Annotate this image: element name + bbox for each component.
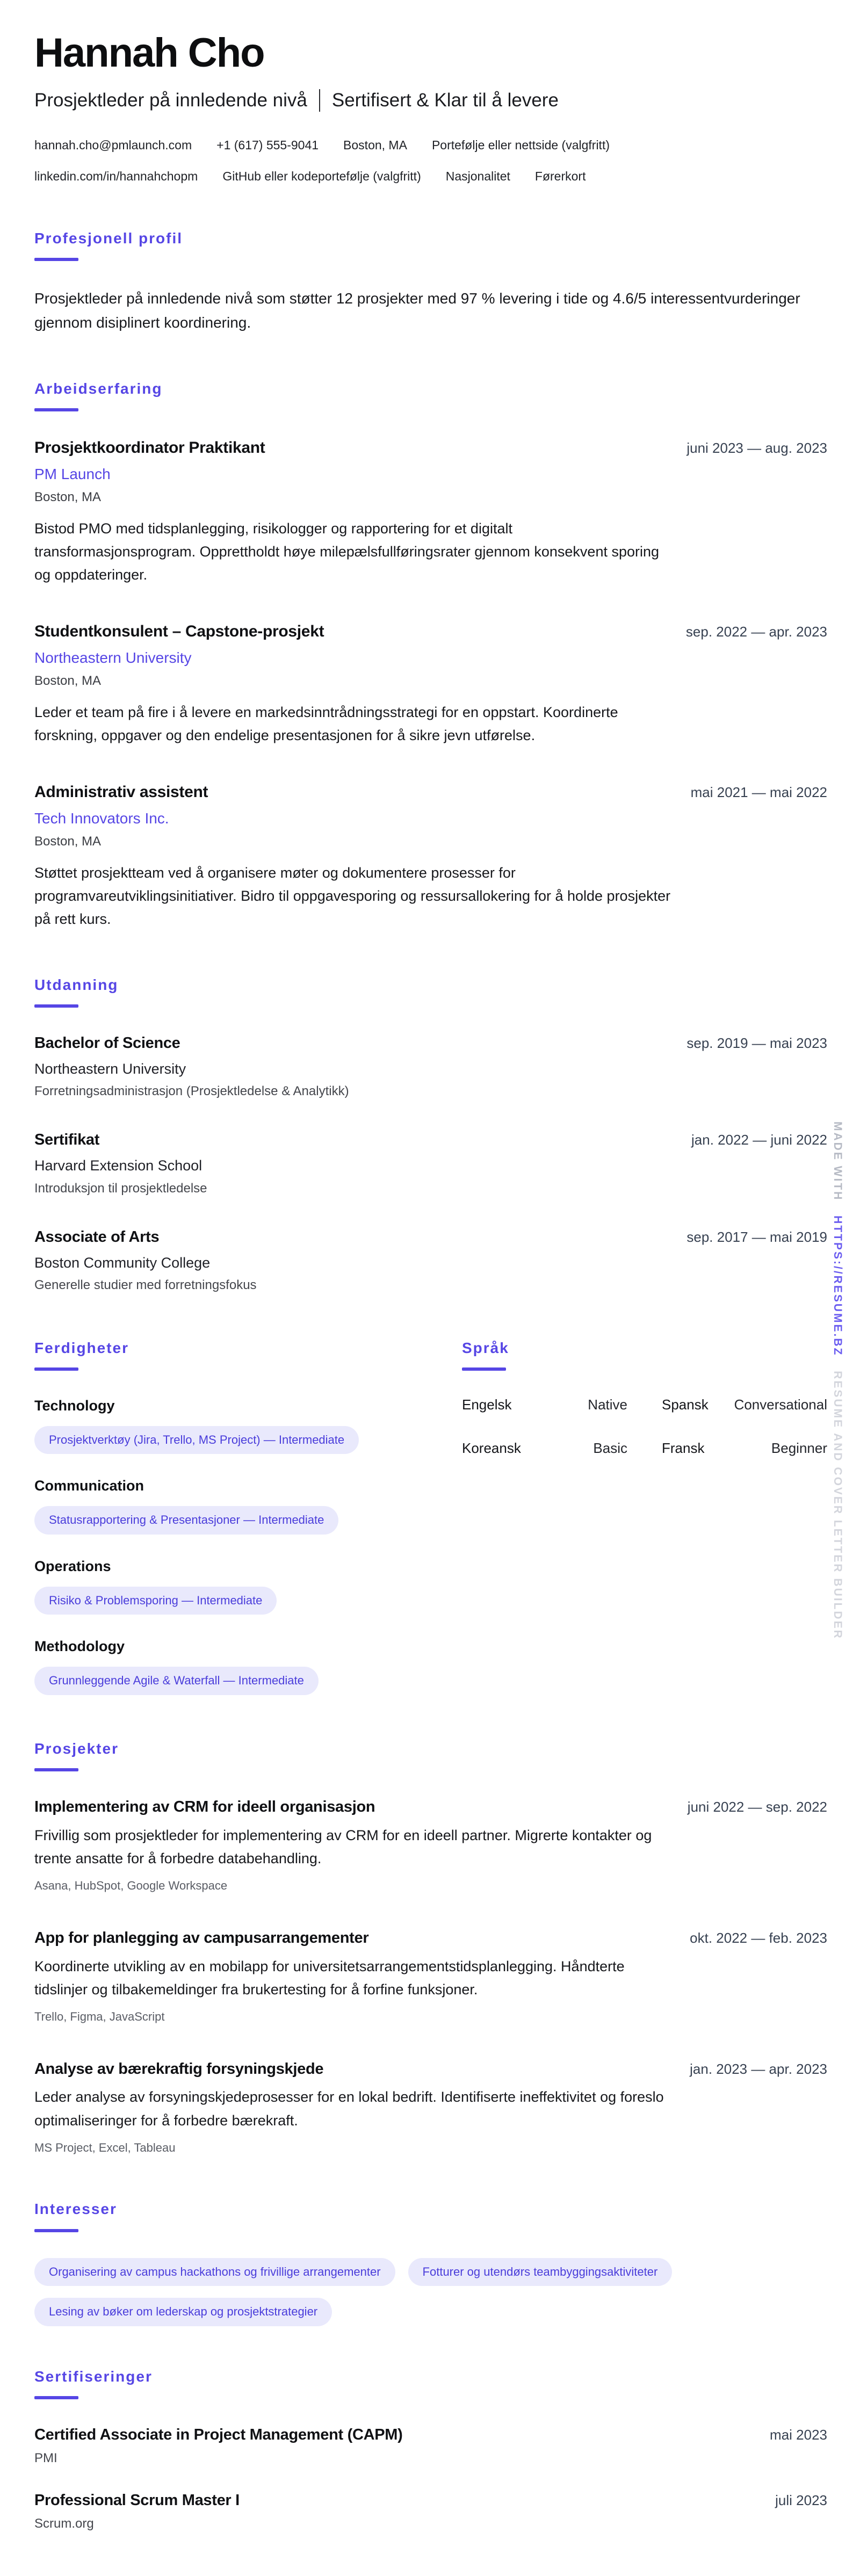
skill-category: Operations: [34, 1558, 111, 1574]
job-location: Boston, MA: [34, 834, 102, 849]
language-level: Basic: [593, 1439, 627, 1456]
school-name: Boston Community College: [34, 1254, 211, 1271]
section-skills-languages: [34, 1338, 827, 1695]
contact-license-placeholder: Førerkort: [534, 169, 586, 183]
skill-pill: Statusrapportering & Presentasjoner — Intermediate: [34, 1506, 338, 1534]
job-date: mai 2021 — mai 2022: [690, 784, 827, 801]
project-description: Leder analyse av forsyningskjedeprosesser for en lokal bedrift. Identifiserte ineffektivitet og foreslo optimaliseringer for å forbedre bærekraft.: [34, 2089, 664, 2129]
language-name: Engelsk: [462, 1396, 512, 1413]
certification-name: Certified Associate in Project Management (CAPM): [34, 2426, 403, 2444]
project-tools: Asana, HubSpot, Google Workspace: [34, 1879, 228, 1893]
watermark-builder-label: RESUME AND COVER LETTER BUILDER: [832, 1371, 844, 1640]
section-title-education: Utdanning: [34, 976, 119, 993]
contact-nationality-placeholder: Nasjonalitet: [445, 169, 510, 183]
job-date: sep. 2022 — apr. 2023: [685, 624, 827, 640]
section-experience: [34, 379, 827, 931]
language-name: Fransk: [662, 1439, 705, 1456]
section-title-certifications: Sertifiseringer: [34, 2368, 153, 2385]
school-name: Northeastern University: [34, 1060, 186, 1077]
project-tools: MS Project, Excel, Tableau: [34, 2140, 176, 2154]
contact-website-placeholder: Portefølje eller nettside (valgfritt): [431, 138, 610, 152]
job-location: Boston, MA: [34, 489, 102, 504]
education-entry: [34, 1227, 827, 1294]
tagline-role: Prosjektleder på innledende nivå: [34, 90, 307, 111]
education-date: sep. 2019 — mai 2023: [686, 1034, 827, 1051]
job-company-link[interactable]: PM Launch: [34, 466, 111, 483]
project-entry: [34, 1797, 827, 1894]
skill-category: Methodology: [34, 1638, 125, 1655]
tagline-separator: [319, 89, 320, 112]
skill-category: Communication: [34, 1478, 144, 1494]
project-entry: [34, 1928, 827, 2025]
skill-group: [34, 1637, 432, 1695]
field-of-study: Introduksjon til prosjektledelse: [34, 1181, 207, 1196]
section-underline: [34, 1367, 78, 1371]
section-title-skills: Ferdigheter: [34, 1339, 129, 1356]
section-underline: [34, 258, 78, 261]
education-entry: [34, 1033, 827, 1101]
contact-phone: +1 (617) 555-9041: [216, 138, 319, 152]
resume-header: [34, 31, 827, 185]
language-level: Native: [588, 1396, 627, 1413]
certification-issuer: Scrum.org: [34, 2516, 94, 2531]
degree-title: Bachelor of Science: [34, 1034, 180, 1052]
project-description: Koordinerte utvikling av en mobilapp for universitetsarrangementstidsplanlegging. Håndterte tidslinjer og tilbakemeldinger fra brukertesting for å forfine funksjoner.: [34, 1958, 625, 1998]
section-title-experience: Arbeidserfaring: [34, 380, 163, 397]
language-name: Spansk: [662, 1396, 709, 1413]
job-entry: [34, 782, 827, 931]
skill-pill: Prosjektverktøy (Jira, Trello, MS Project) — Intermediate: [34, 1426, 359, 1454]
job-title: Prosjektkoordinator Praktikant: [34, 439, 265, 457]
certification-entry: [34, 2425, 827, 2467]
section-title-interests: Interesser: [34, 2201, 117, 2218]
education-entry: [34, 1130, 827, 1197]
watermark-made-with: MADE WITH: [832, 1121, 844, 1202]
tagline: [34, 88, 827, 113]
job-description: Leder et team på fire i å levere en markedsinntrådningsstrategi for en oppstart. Koordinerte forskning, oppgaver og den endelige presentasjonen for å sikre jevn utførelse.: [34, 704, 618, 744]
certification-entry: [34, 2491, 827, 2532]
languages-column: [462, 1338, 827, 1695]
contact-linkedin: linkedin.com/in/hannahchopm: [34, 169, 198, 183]
language-item: [662, 1440, 827, 1457]
skill-category: Technology: [34, 1397, 115, 1414]
interest-pill: Fotturer og utendørs teambyggingsaktiviteter: [408, 2258, 673, 2286]
project-tools: Trello, Figma, JavaScript: [34, 2010, 165, 2024]
skill-group: [34, 1477, 432, 1534]
section-profile: [34, 229, 827, 335]
language-level: Conversational: [734, 1396, 827, 1413]
job-date: juni 2023 — aug. 2023: [686, 440, 827, 457]
section-underline: [34, 1004, 78, 1008]
job-entry: [34, 437, 827, 587]
interest-pill: Organisering av campus hackathons og frivillige arrangementer: [34, 2258, 395, 2286]
section-title-profile: Profesjonell profil: [34, 229, 183, 247]
section-underline: [34, 2396, 78, 2399]
profile-summary: Prosjektleder på innledende nivå som støtter 12 prosjekter med 97 % levering i tide og 4.6/5 interessentvurderinger gjennom disiplinert koordinering.: [34, 290, 800, 331]
resume-bz-watermark: [832, 1121, 843, 1640]
contact-row-1: [34, 136, 776, 154]
job-title: Administrativ assistent: [34, 783, 208, 801]
language-name: Koreansk: [462, 1439, 521, 1456]
section-underline: [34, 2229, 78, 2232]
project-title: App for planlegging av campusarrangementer: [34, 1929, 369, 1947]
skills-column: [34, 1338, 432, 1695]
field-of-study: Generelle studier med forretningsfokus: [34, 1278, 257, 1293]
education-date: sep. 2017 — mai 2019: [686, 1228, 827, 1245]
job-location: Boston, MA: [34, 673, 102, 688]
field-of-study: Forretningsadministrasjon (Prosjektledelse & Analytikk): [34, 1084, 349, 1099]
project-title: Implementering av CRM for ideell organisasjon: [34, 1798, 375, 1816]
contact-email: hannah.cho@pmlaunch.com: [34, 138, 192, 152]
section-underline: [34, 1768, 78, 1771]
candidate-name: Hannah Cho: [34, 30, 264, 76]
skill-group: [34, 1396, 432, 1454]
certification-issuer: PMI: [34, 2450, 57, 2465]
skill-pill: Grunnleggende Agile & Waterfall — Intermediate: [34, 1667, 319, 1695]
job-description: Støttet prosjektteam ved å organisere møter og dokumentere prosesser for programvareutviklingsinitiativer. Bidro til oppgavesporing og ressursallokering for å holde prosjekter på rett kurs.: [34, 865, 671, 928]
job-company-link[interactable]: Northeastern University: [34, 649, 192, 667]
job-title: Studentkonsulent – Capstone-prosjekt: [34, 623, 324, 641]
job-company-link[interactable]: Tech Innovators Inc.: [34, 810, 169, 827]
certification-date: mai 2023: [770, 2427, 827, 2443]
section-certifications: [34, 2367, 827, 2533]
language-item: [462, 1396, 627, 1413]
section-title-projects: Prosjekter: [34, 1740, 119, 1757]
school-name: Harvard Extension School: [34, 1157, 203, 1174]
project-date: okt. 2022 — feb. 2023: [690, 1929, 827, 1946]
language-item: [662, 1396, 827, 1413]
job-description: Bistod PMO med tidsplanlegging, risikologger og rapportering for et digitalt transformasjonsprogram. Opprettholdt høye milepælsfullføringsrater gjennom konsekvent sporing og oppdateringer.: [34, 520, 660, 583]
section-projects: [34, 1739, 827, 2156]
language-level: Beginner: [771, 1439, 827, 1456]
project-entry: [34, 2059, 827, 2156]
project-date: jan. 2023 — apr. 2023: [690, 2060, 827, 2077]
section-underline: [462, 1367, 506, 1371]
certification-name: Professional Scrum Master I: [34, 2492, 240, 2509]
certification-date: juli 2023: [775, 2492, 827, 2509]
watermark-resume-bz-link[interactable]: HTTPS://RESUME.BZ: [832, 1215, 844, 1357]
section-interests: [34, 2199, 827, 2326]
contact-location: Boston, MA: [343, 138, 407, 152]
project-title: Analyse av bærekraftig forsyningskjede: [34, 2060, 324, 2078]
tagline-status: Sertifisert & Klar til å levere: [331, 90, 559, 111]
section-underline: [34, 408, 78, 411]
degree-title: Sertifikat: [34, 1131, 100, 1149]
education-date: jan. 2022 — juni 2022: [691, 1132, 827, 1148]
degree-title: Associate of Arts: [34, 1228, 160, 1246]
section-title-languages: Språk: [462, 1339, 509, 1356]
interest-pill: Lesing av bøker om lederskap og prosjektstrategier: [34, 2298, 332, 2326]
contact-row-2: [34, 168, 776, 185]
skill-pill: Risiko & Problemsporing — Intermediate: [34, 1587, 277, 1615]
section-education: [34, 975, 827, 1294]
job-entry: [34, 621, 827, 747]
project-description: Frivillig som prosjektleder for implementering av CRM for en ideell partner. Migrerte kontakter og trente ansatte for å forbedre databehandling.: [34, 1827, 652, 1867]
language-item: [462, 1440, 627, 1457]
project-date: juni 2022 — sep. 2022: [687, 1799, 827, 1815]
contact-github-placeholder: GitHub eller kodeportefølje (valgfritt): [222, 169, 421, 183]
skill-group: [34, 1557, 432, 1615]
